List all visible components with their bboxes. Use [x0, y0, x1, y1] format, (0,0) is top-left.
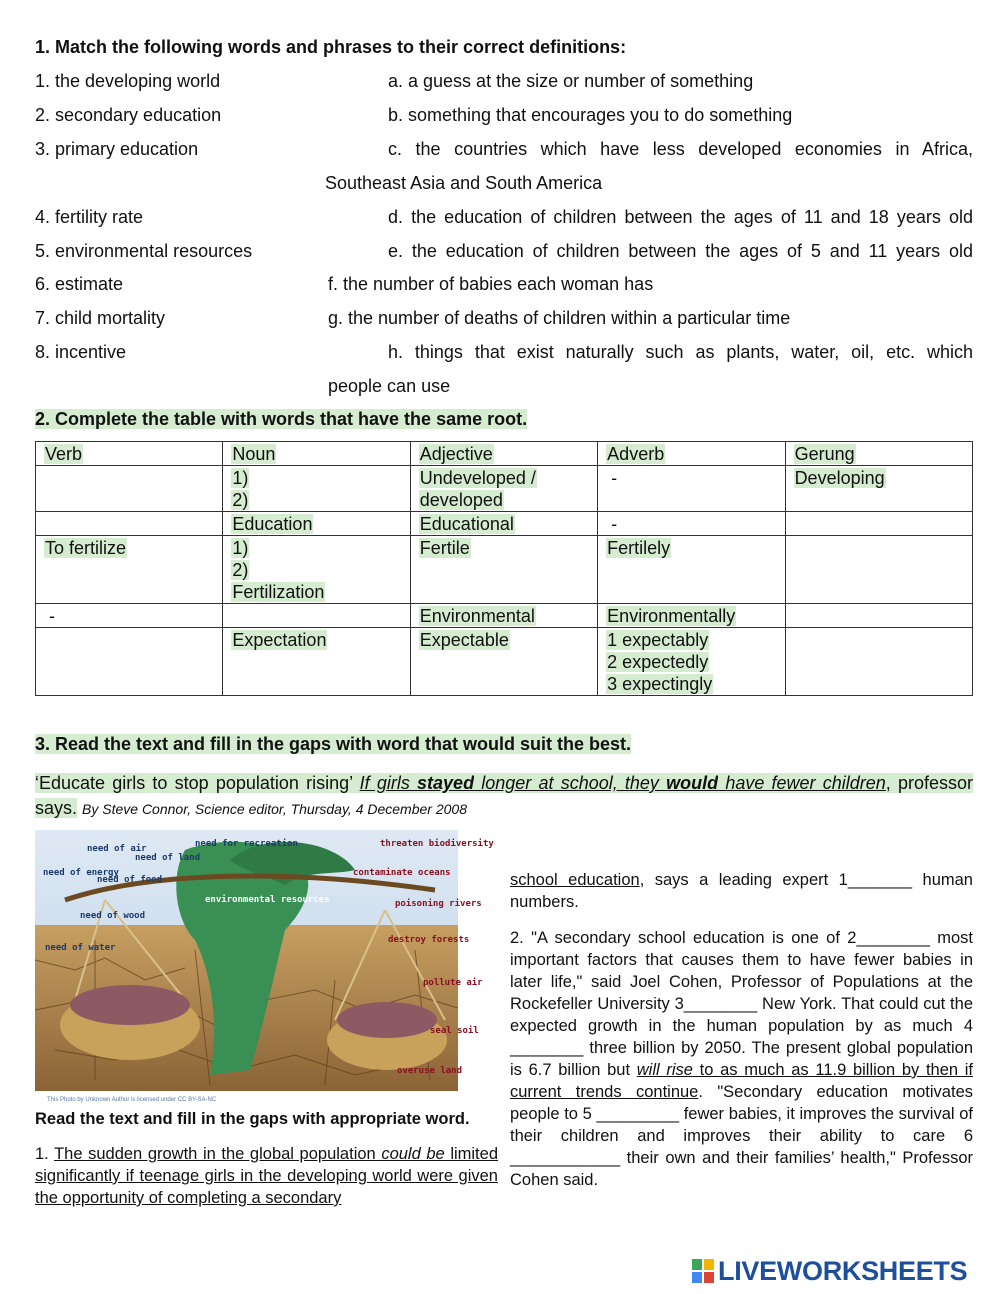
- cell-noun: [223, 512, 410, 536]
- cell-gerung-text: Developing: [794, 468, 885, 488]
- term-5: 5. environmental resources: [35, 241, 253, 261]
- p1-part-c: limited significantly if teenage girls in the developing world were given the opportunity of completing a secondary: [35, 1145, 498, 1207]
- cell-adjective: [410, 604, 597, 628]
- cell-verb[interactable]: [36, 466, 223, 512]
- table-row: [36, 628, 973, 696]
- cell-adverb-line: 3 expectingly: [607, 674, 713, 694]
- label-overuse-land: overuse land: [397, 1066, 463, 1076]
- cell-gerung[interactable]: [785, 512, 972, 536]
- label-need-of-food: need of food: [97, 875, 163, 885]
- section1-title: 1. Match the following words and phrases to their correct definitions:: [35, 37, 627, 57]
- cell-noun[interactable]: [223, 604, 410, 628]
- p1-part-a: The sudden growth in the global population: [54, 1145, 382, 1163]
- definition-d: d. the education of children between the ages of 11 and 18 years old: [388, 207, 973, 227]
- headline-part-a: ‘Educate girls to stop population rising’: [35, 773, 360, 793]
- header-adjective-text: Adjective: [419, 444, 493, 464]
- cell-adverb-text: -: [606, 468, 618, 488]
- label-need-of-wood: need of wood: [80, 911, 146, 921]
- cell-adverb-text: Environmentally: [607, 606, 736, 626]
- label-need-for-recreation: need for recreation: [195, 839, 298, 849]
- header-gerung-text: Gerung: [794, 444, 855, 464]
- cell-adjective-text: Expectable: [419, 630, 509, 650]
- cell-adjective-line: developed: [419, 490, 503, 510]
- label-seal-soil: seal soil: [430, 1026, 479, 1036]
- cell-gerung: [785, 466, 972, 512]
- definition-a: a. a guess at the size or number of something: [388, 71, 754, 91]
- cell-verb[interactable]: [36, 512, 223, 536]
- headline-part-b5: have fewer children: [718, 773, 886, 793]
- paragraph-1: [35, 1143, 498, 1209]
- term-6: 6. estimate: [35, 274, 124, 294]
- cell-noun-line: 1): [232, 538, 249, 558]
- term-7: 7. child mortality: [35, 308, 166, 328]
- table-row: [36, 536, 973, 604]
- p2-part-b: will rise: [636, 1061, 693, 1079]
- header-noun: [223, 442, 410, 466]
- cell-adjective-text: Environmental: [419, 606, 535, 626]
- cell-noun-line: 1): [232, 468, 249, 488]
- header-adjective: [410, 442, 597, 466]
- fill-instruction: Read the text and fill in the gaps with appropriate word.: [35, 1110, 470, 1128]
- p1-part-d: school education: [510, 871, 640, 889]
- headline-part-b4: would: [666, 773, 719, 793]
- cell-adjective: [410, 512, 597, 536]
- headline-part-b1: If girls: [359, 773, 418, 793]
- label-need-of-energy: need of energy: [43, 868, 119, 878]
- p1-number: 1.: [35, 1145, 55, 1163]
- right-basket-people: [337, 1002, 437, 1038]
- cell-adverb: [598, 604, 785, 628]
- label-need-of-water: need of water: [45, 943, 116, 953]
- illustration-svg: [35, 830, 494, 1091]
- left-basket-people: [70, 985, 190, 1025]
- label-environmental-resources: environmental resources: [205, 895, 330, 905]
- cell-verb[interactable]: [36, 628, 223, 696]
- headline-part-c: , professor says.: [35, 773, 974, 818]
- definition-c: c. the countries which have less developed economies in Africa,: [388, 139, 973, 159]
- cell-noun-line: 2): [232, 490, 249, 510]
- header-adverb: [598, 442, 785, 466]
- cell-adjective-text: Educational: [419, 514, 514, 534]
- definition-h-continued: people can use: [328, 376, 451, 396]
- paragraph-2: [510, 927, 973, 1191]
- image-credit[interactable]: This Photo by Unknown Author is licensed under CC BY-SA-NC: [47, 1097, 217, 1103]
- cell-noun[interactable]: [223, 536, 410, 604]
- header-adverb-text: Adverb: [607, 444, 665, 464]
- article-byline: By Steve Connor, Science editor, Thursday, 4 December 2008: [82, 801, 467, 817]
- section3-title: [35, 734, 631, 755]
- headline-part-b2: stayed: [417, 773, 475, 793]
- cell-verb: [36, 536, 223, 604]
- table-row: [36, 604, 973, 628]
- p2-part-c: to as much as 11.9 billion by then if current trends continue: [510, 1061, 973, 1101]
- table-header-row: [36, 442, 973, 466]
- cell-noun-text: Expectation: [232, 630, 327, 650]
- article-headline: [35, 771, 973, 822]
- cell-adjective: [410, 628, 597, 696]
- p1-part-b: could be: [381, 1145, 445, 1163]
- header-noun-text: Noun: [232, 444, 276, 464]
- label-contaminate-oceans: contaminate oceans: [353, 868, 451, 878]
- word-root-table: [35, 441, 973, 696]
- term-8: 8. incentive: [35, 342, 127, 362]
- cell-adjective-line: Undeveloped /: [419, 468, 536, 488]
- cell-adverb: [598, 536, 785, 604]
- definition-f: f. the number of babies each woman has: [328, 274, 654, 294]
- header-verb: [36, 442, 223, 466]
- label-need-of-air: need of air: [87, 844, 147, 854]
- header-gerung: [785, 442, 972, 466]
- definition-g: g. the number of deaths of children within a particular time: [328, 308, 791, 328]
- cell-adverb-text: -: [606, 514, 618, 534]
- p2-part-a: 2. "A secondary school education is one of 2________ most important factors that causes them to have fewer babies in later life," said Joel Cohen, Professor of Populations at the Rockefeller University 3________ New York. That could cut the expected growth in the human population by as much 4 ________ three billion by 2050. The present global population is 6.7 billion but: [510, 929, 973, 1079]
- cell-noun: [223, 628, 410, 696]
- cell-noun-line: Fertilization: [232, 582, 325, 602]
- cell-adverb: [598, 628, 785, 696]
- cell-adjective: [410, 466, 597, 512]
- environment-illustration: [35, 830, 494, 1091]
- cell-noun-text: Education: [232, 514, 313, 534]
- definition-e: e. the education of children between the ages of 5 and 11 years old: [388, 241, 973, 261]
- table-row: [36, 466, 973, 512]
- table-row: [36, 512, 973, 536]
- cell-adverb-line: 1 expectably: [607, 630, 709, 650]
- cell-noun[interactable]: [223, 466, 410, 512]
- paragraph-1-continued: [510, 869, 973, 913]
- section3-title-text: 3. Read the text and fill in the gaps with word that would suit the best.: [35, 734, 632, 754]
- cell-gerung[interactable]: [785, 604, 972, 628]
- p1-part-e: , says a leading expert 1_______ human numbers.: [510, 871, 973, 911]
- liveworksheets-logo[interactable]: LIVEWORKSHEETS: [718, 1256, 968, 1286]
- label-destroy-forests: destroy forests: [388, 935, 470, 945]
- cell-noun-line: 2): [232, 560, 249, 580]
- definition-b: b. something that encourages you to do something: [388, 105, 793, 125]
- cell-adjective-text: Fertile: [419, 538, 470, 558]
- term-1: 1. the developing world: [35, 71, 221, 91]
- cell-adjective: [410, 536, 597, 604]
- label-need-of-land: need of land: [135, 853, 201, 863]
- label-pollute-air: pollute air: [423, 978, 483, 988]
- cell-adverb: [598, 466, 785, 512]
- cell-verb-text: To fertilize: [45, 538, 127, 558]
- cell-adverb-line: 2 expectedly: [607, 652, 709, 672]
- cell-adverb: [598, 512, 785, 536]
- cell-verb: [36, 604, 223, 628]
- label-threaten-biodiversity: threaten biodiversity: [380, 839, 494, 849]
- section2-title: [35, 409, 527, 430]
- cell-gerung[interactable]: [785, 628, 972, 696]
- term-4: 4. fertility rate: [35, 207, 144, 227]
- term-3: 3. primary education: [35, 139, 199, 159]
- definition-c-continued: Southeast Asia and South America: [325, 173, 603, 193]
- p2-part-d: . "Secondary education motivates people to 5 _________ fewer babies, it improves the survival of their children and improves their ability to care 6 ____________ their own and their families’ health," Professor Cohen said.: [510, 1083, 973, 1189]
- label-poisoning-rivers: poisoning rivers: [395, 899, 482, 909]
- cell-adverb-text: Fertilely: [607, 538, 671, 558]
- header-verb-text: Verb: [45, 444, 83, 464]
- liveworksheets-logo-icon: [692, 1259, 714, 1283]
- cell-verb-text: -: [44, 606, 55, 626]
- headline-part-b3: longer at school, they: [474, 773, 667, 793]
- definition-h: h. things that exist naturally such as plants, water, oil, etc. which: [388, 342, 973, 362]
- cell-gerung[interactable]: [785, 536, 972, 604]
- term-2: 2. secondary education: [35, 105, 222, 125]
- section2-title-text: 2. Complete the table with words that have the same root.: [35, 409, 528, 429]
